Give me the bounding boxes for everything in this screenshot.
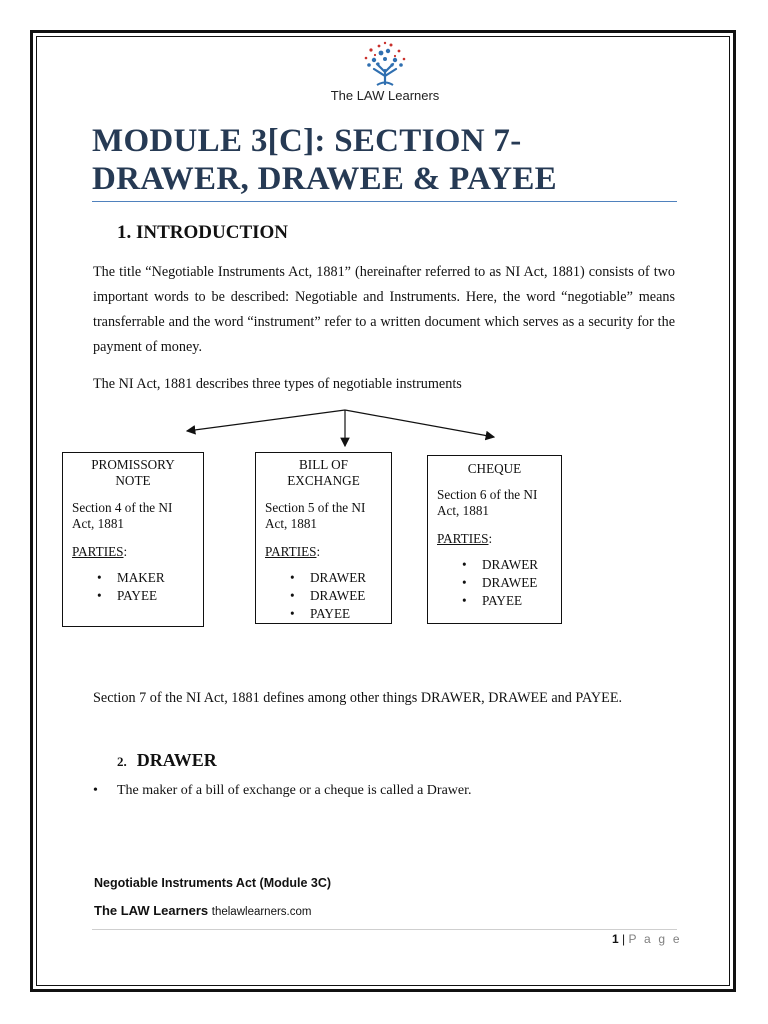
list-item: • DRAWER xyxy=(482,556,552,574)
footer-url[interactable]: thelawlearners.com xyxy=(211,906,312,918)
box-title-line-2: EXCHANGE xyxy=(287,473,360,488)
footer-brand: The LAW Learners xyxy=(94,903,209,918)
footer-rule xyxy=(92,929,677,930)
promissory-note-box xyxy=(62,452,204,627)
parties-list xyxy=(265,569,382,623)
box-parties-label: PARTIES xyxy=(437,531,489,546)
box-parties-label: PARTIES xyxy=(72,544,124,559)
intro-paragraph: The title “Negotiable Instruments Act, 1881” (hereinafter referred to as NI Act, 1881) consists of two important words to be described: Negotiable and Instruments. Here, the word “negotiable” means transferrable and the word “instrument” refer to a written document which serves as a security for the payment of money. xyxy=(93,264,675,355)
footer-module-title: Negotiable Instruments Act (Module 3C) xyxy=(94,876,332,890)
box-title-line-2: NOTE xyxy=(115,473,151,488)
title-line-2: DRAWER, DRAWEE & PAYEE xyxy=(92,161,557,197)
section-2-heading xyxy=(117,750,217,771)
bill-of-exchange-box xyxy=(255,452,392,624)
box-title-line-1: CHEQUE xyxy=(467,461,522,476)
types-paragraph: The NI Act, 1881 describes three types of negotiable instruments xyxy=(93,376,462,392)
box-title xyxy=(72,457,194,489)
box-parties-label-wrap: PARTIES: xyxy=(265,544,321,559)
footer-brand-line xyxy=(94,903,311,918)
box-title xyxy=(265,457,382,489)
title-line-1: MODULE 3[C]: SECTION 7- xyxy=(92,123,522,159)
list-item: • DRAWEE xyxy=(310,587,382,605)
page-label: P a g e xyxy=(628,932,682,946)
section-7-paragraph: Section 7 of the NI Act, 1881 defines among other things DRAWER, DRAWEE and PAYEE. xyxy=(93,690,623,706)
list-item: • PAYEE xyxy=(310,605,382,623)
box-parties-label-wrap: PARTIES: xyxy=(437,531,493,546)
list-item: • DRAWEE xyxy=(482,574,552,592)
arrow-right xyxy=(345,410,494,437)
list-item: • PAYEE xyxy=(117,587,194,605)
logo-text: The LAW Learners xyxy=(330,88,440,103)
box-parties-label: PARTIES xyxy=(265,544,317,559)
list-item: • DRAWER xyxy=(310,569,382,587)
cheque-box xyxy=(427,455,562,624)
list-item: • PAYEE xyxy=(482,592,552,610)
box-title-line-1: PROMISSORY xyxy=(91,457,175,472)
box-parties-label-wrap: PARTIES: xyxy=(72,544,128,559)
parties-list xyxy=(72,569,194,605)
list-item: • MAKER xyxy=(117,569,194,587)
box-title-line-1: BILL OF xyxy=(299,457,348,472)
section-2-number: 2. xyxy=(117,754,127,769)
page-number xyxy=(612,932,682,946)
page-separator: | xyxy=(622,932,626,946)
page-number-value: 1 xyxy=(612,932,619,946)
box-title xyxy=(437,461,552,477)
section-2-title: DRAWER xyxy=(136,750,217,770)
section-1-heading: 1. INTRODUCTION xyxy=(117,222,289,243)
box-section: Section 6 of the NI Act, 1881 xyxy=(437,487,538,518)
box-section: Section 5 of the NI Act, 1881 xyxy=(265,500,366,531)
instrument-types-arrows xyxy=(0,0,768,460)
arrow-left xyxy=(187,410,345,431)
box-section: Section 4 of the NI Act, 1881 xyxy=(72,500,173,531)
drawer-bullet-text: The maker of a bill of exchange or a cheque is called a Drawer. xyxy=(117,783,472,798)
parties-list xyxy=(437,556,552,610)
drawer-bullet xyxy=(93,783,472,799)
bullet-dot: • xyxy=(93,783,98,798)
